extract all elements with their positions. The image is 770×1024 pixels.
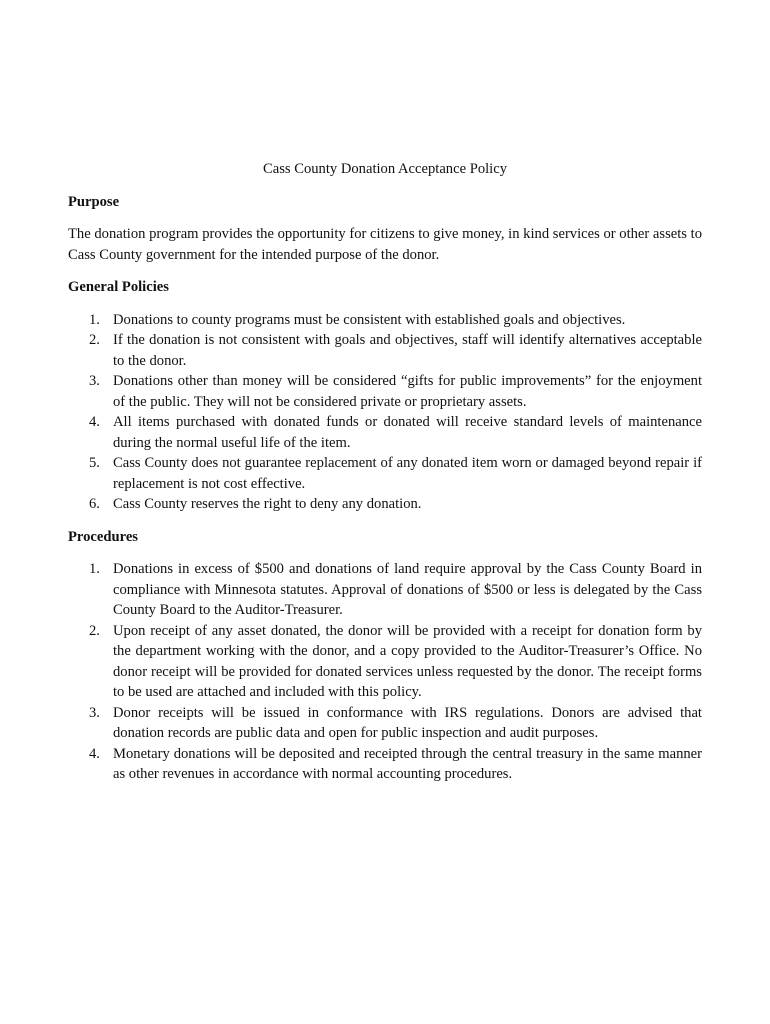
general-policies-list <box>68 310 702 515</box>
general-policies-heading: General Policies <box>68 279 169 295</box>
list-item-text: Donations other than money will be considered “gifts for public improvements” for the enjoyment of the public. They will not be considered private or proprietary assets. <box>113 373 702 410</box>
list-item-number: 4. <box>89 414 100 430</box>
list-item-number: 1. <box>89 311 100 328</box>
list-item <box>68 371 702 412</box>
list-item-number: 2. <box>89 332 100 348</box>
list-item-text: Donations to county programs must be consistent with established goals and objectives. <box>113 311 626 328</box>
list-item-text: Cass County reserves the right to deny any donation. <box>113 496 422 512</box>
document-page <box>68 159 702 797</box>
list-item-number: 6. <box>89 496 100 512</box>
purpose-heading: Purpose <box>68 193 120 210</box>
list-item-text: If the donation is not consistent with goals and objectives, staff will identify alternatives acceptable to the donor. <box>113 332 702 369</box>
list-item <box>68 744 702 785</box>
list-item-number: 4. <box>89 745 100 762</box>
list-item-text: Donor receipts will be issued in conformance with IRS regulations. Donors are advised that donation records are public data and open for public inspection and audit purposes. <box>113 704 702 741</box>
list-item-text: Upon receipt of any asset donated, the donor will be provided with a receipt for donation form by the department working with the donor, and a copy provided to the Auditor-Treasurer’s Office. No donor receipt will be provided for donated services unless requested by the donor. The receipt forms to be used are attached and included with this policy. <box>113 622 702 700</box>
list-item-number: 3. <box>89 373 100 389</box>
list-item <box>68 453 702 494</box>
list-item <box>68 559 702 621</box>
list-item-number: 3. <box>89 704 100 721</box>
list-item-number: 5. <box>89 455 100 471</box>
procedures-heading: Procedures <box>68 528 138 545</box>
list-item-text: Donations in excess of $500 and donations of land require approval by the Cass County Board in compliance with Minnesota statutes. Approval of donations of $500 or less is delegated by the Cass County Board to the Auditor-Treasurer. <box>113 561 702 618</box>
list-item-text: Monetary donations will be deposited and receipted through the central treasury in the same manner as other revenues in accordance with normal accounting procedures. <box>113 745 702 782</box>
list-item-text: All items purchased with donated funds or donated will receive standard levels of maintenance during the normal useful life of the item. <box>113 414 702 451</box>
document-title: Cass County Donation Acceptance Policy <box>263 161 507 177</box>
list-item-text: Cass County does not guarantee replacement of any donated item worn or damaged beyond repair if replacement is not cost effective. <box>113 455 702 492</box>
purpose-text: The donation program provides the opportunity for citizens to give money, in kind services or other assets to Cass County government for the intended purpose of the donor. <box>68 226 702 263</box>
list-item-number: 1. <box>89 561 100 577</box>
list-item <box>68 412 702 453</box>
list-item <box>68 703 702 744</box>
list-item-number: 2. <box>89 622 100 639</box>
list-item <box>68 494 702 515</box>
procedures-list <box>68 559 702 785</box>
list-item <box>68 310 702 331</box>
list-item <box>68 330 702 371</box>
list-item <box>68 621 702 703</box>
